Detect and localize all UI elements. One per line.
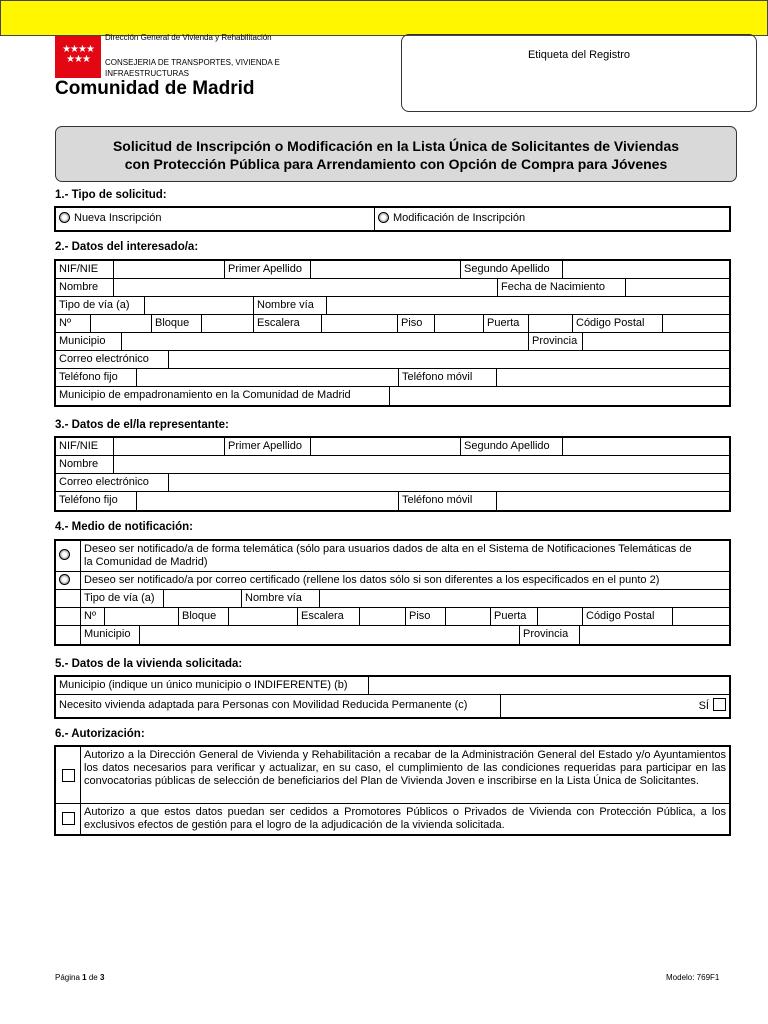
checkbox-auth1[interactable]: [62, 769, 75, 782]
page-number: Página 1 de 3: [55, 973, 105, 982]
section-2-title: 2.- Datos del interesado/a:: [55, 241, 199, 253]
label-notif-puerta: Puerta: [490, 608, 537, 625]
label-puerta: Puerta: [483, 315, 528, 332]
model-number: Modelo: 769F1: [666, 973, 720, 982]
label-notif-tipo-via: Tipo de vía (a): [80, 590, 163, 607]
input-rep-nif[interactable]: [113, 438, 224, 455]
label-rep-correo: Correo electrónico: [59, 476, 149, 488]
label-rep-primer-apellido: Primer Apellido: [224, 438, 310, 455]
label-rep-nombre: Nombre: [59, 458, 99, 470]
label-codigo-postal: Código Postal: [572, 315, 662, 332]
adaptada-si-cell: [500, 695, 729, 717]
label-vivienda-municipio: Municipio (indique un único municipio o INDIFERENTE) (b): [59, 679, 348, 691]
consejeria-line2: INFRAESTRUCTURAS: [105, 69, 190, 78]
label-rep-nif: NIF/NIE: [59, 440, 99, 452]
label-piso: Piso: [397, 315, 434, 332]
radio-nueva[interactable]: [59, 212, 70, 223]
option-telematica[interactable]: [56, 541, 80, 571]
label-vivienda-adaptada: Necesito vivienda adaptada para Personas con Movilidad Reducida Permanente (c): [59, 699, 468, 711]
input-telefono-movil[interactable]: [496, 369, 729, 386]
input-notif-tipo-via[interactable]: [163, 590, 241, 607]
label-notif-bloque: Bloque: [178, 608, 228, 625]
label-fecha-nacimiento: Fecha de Nacimiento: [497, 279, 625, 296]
section-3-title: 3.- Datos de el/la representante:: [55, 419, 229, 431]
label-telematica: Deseo ser notificado/a de forma telemática (sólo para usuarios dados de alta en el Sistema de Notificaciones Telemáticas de la Comunidad de Madrid): [80, 541, 729, 571]
radio-modificacion[interactable]: [378, 212, 389, 223]
input-rep-telefono-fijo[interactable]: [136, 492, 398, 510]
option-modificacion[interactable]: [374, 208, 729, 230]
input-notif-puerta[interactable]: [537, 608, 582, 625]
input-notif-municipio[interactable]: [139, 626, 519, 644]
input-fecha-nacimiento[interactable]: [625, 279, 729, 296]
input-puerta[interactable]: [528, 315, 572, 332]
interesado-table: [54, 259, 731, 407]
input-provincia[interactable]: [582, 333, 729, 350]
label-bloque: Bloque: [151, 315, 201, 332]
input-nif[interactable]: [113, 261, 224, 278]
top-banner: [0, 0, 768, 36]
input-notif-codigo-postal[interactable]: [672, 608, 729, 625]
input-bloque[interactable]: [201, 315, 253, 332]
input-notif-piso[interactable]: [445, 608, 490, 625]
brand-name: Comunidad de Madrid: [55, 78, 255, 99]
logo-stars: ★★★★ ★★★: [62, 44, 94, 65]
input-escalera[interactable]: [321, 315, 397, 332]
label-telefono-fijo: Teléfono fijo: [59, 371, 118, 383]
label-correo-certificado: Deseo ser notificado/a por correo certificado (rellene los datos sólo si son diferentes a los especificados en el punto 2): [80, 572, 729, 589]
section-5-title: 5.- Datos de la vivienda solicitada:: [55, 658, 243, 670]
title-line-2: con Protección Pública para Arrendamiento con Opción de Compra para Jóvenes: [124, 156, 668, 172]
input-correo[interactable]: [168, 351, 729, 368]
representante-table: [54, 436, 731, 512]
label-notif-escalera: Escalera: [297, 608, 359, 625]
input-notif-nombre-via[interactable]: [319, 590, 729, 607]
label-auth2: Autorizo a que estos datos puedan ser cedidos a Promotores Públicos o Privados de Vivienda con Protección Pública, a los exclusivos efectos de gestión para el logro de la adjudicación de la vivienda solicitada.: [80, 804, 729, 834]
section-4-title: 4.- Medio de notificación:: [55, 521, 194, 533]
registro-label: Etiqueta del Registro: [527, 49, 631, 61]
label-notif-nombre-via: Nombre vía: [241, 590, 319, 607]
label-nueva: Nueva Inscripción: [74, 212, 162, 224]
direccion-general: Dirección General de Vivienda y Rehabilitación: [105, 33, 272, 42]
label-numero: Nº: [59, 317, 71, 329]
label-si: SÍ: [698, 700, 709, 712]
input-nombre[interactable]: [113, 279, 497, 296]
label-rep-telefono-fijo: Teléfono fijo: [59, 494, 118, 506]
label-tipo-via: Tipo de vía (a): [59, 299, 130, 311]
consejeria-line1: CONSEJERIA DE TRANSPORTES, VIVIENDA E: [105, 58, 280, 67]
input-numero[interactable]: [90, 315, 151, 332]
label-nif: NIF/NIE: [59, 263, 99, 275]
label-rep-segundo-apellido: Segundo Apellido: [460, 438, 562, 455]
label-modificacion: Modificación de Inscripción: [393, 212, 526, 224]
input-rep-segundo-apellido[interactable]: [562, 438, 729, 455]
input-notif-provincia[interactable]: [579, 626, 729, 644]
input-telefono-fijo[interactable]: [136, 369, 398, 386]
input-notif-numero[interactable]: [104, 608, 178, 625]
radio-telematica[interactable]: [59, 549, 70, 560]
label-notif-codigo-postal: Código Postal: [582, 608, 672, 625]
notificacion-table: [54, 539, 731, 646]
label-provincia: Provincia: [528, 333, 582, 350]
label-telefono-movil: Teléfono móvil: [398, 369, 496, 386]
label-notif-municipio: Municipio: [80, 626, 139, 644]
label-rep-telefono-movil: Teléfono móvil: [398, 492, 496, 510]
label-municipio: Municipio: [59, 335, 106, 347]
input-nombre-via[interactable]: [326, 297, 729, 314]
input-rep-telefono-movil[interactable]: [496, 492, 729, 510]
label-escalera: Escalera: [253, 315, 321, 332]
input-tipo-via[interactable]: [144, 297, 253, 314]
checkbox-adaptada[interactable]: [713, 698, 726, 711]
auth2-checkbox-cell[interactable]: [56, 804, 80, 834]
input-rep-nombre[interactable]: [113, 456, 729, 473]
label-notif-piso: Piso: [405, 608, 445, 625]
autorizacion-table: [54, 745, 731, 836]
label-segundo-apellido: Segundo Apellido: [460, 261, 562, 278]
input-segundo-apellido[interactable]: [562, 261, 729, 278]
label-notif-provincia: Provincia: [519, 626, 579, 644]
input-vivienda-municipio[interactable]: [368, 677, 729, 694]
input-empadronamiento[interactable]: [389, 387, 729, 405]
checkbox-auth2[interactable]: [62, 812, 75, 825]
option-nueva[interactable]: [56, 208, 374, 230]
section-6-title: 6.- Autorización:: [55, 728, 145, 740]
input-notif-escalera[interactable]: [359, 608, 405, 625]
input-piso[interactable]: [434, 315, 483, 332]
vivienda-table: [54, 675, 731, 719]
input-codigo-postal[interactable]: [662, 315, 729, 332]
comunidad-madrid-logo: [55, 36, 101, 78]
auth1-checkbox-cell[interactable]: [56, 747, 80, 803]
input-notif-bloque[interactable]: [228, 608, 297, 625]
label-notif-numero: Nº: [80, 608, 104, 625]
title-line-1: Solicitud de Inscripción o Modificación en la Lista Única de Solicitantes de Viviendas: [112, 138, 680, 154]
label-auth1: Autorizo a la Dirección General de Vivienda y Rehabilitación a recabar de la Administración General del Estado y/o Ayuntamientos los datos necesarios para verificar y actualizar, en su caso, el cumplimiento de las condiciones requeridas para participar en las convocatorias públicas de selección de beneficiarios del Plan de Vivienda Joven e inscribirse en la Lista Única de Solicitantes.: [80, 747, 729, 803]
label-nombre-via: Nombre vía: [253, 297, 326, 314]
input-primer-apellido[interactable]: [310, 261, 460, 278]
label-empadronamiento: Municipio de empadronamiento en la Comunidad de Madrid: [59, 389, 351, 401]
input-rep-primer-apellido[interactable]: [310, 438, 460, 455]
tipo-solicitud-table: [54, 206, 731, 232]
label-correo: Correo electrónico: [59, 353, 149, 365]
form-title: [55, 126, 737, 182]
input-municipio[interactable]: [121, 333, 528, 350]
section-1-title: 1.- Tipo de solicitud:: [55, 189, 167, 201]
radio-correo-certificado[interactable]: [59, 574, 70, 585]
label-nombre: Nombre: [59, 281, 99, 293]
label-primer-apellido: Primer Apellido: [224, 261, 310, 278]
input-rep-correo[interactable]: [168, 474, 729, 491]
option-correo-certificado[interactable]: [56, 572, 80, 589]
registro-box: [401, 34, 757, 112]
